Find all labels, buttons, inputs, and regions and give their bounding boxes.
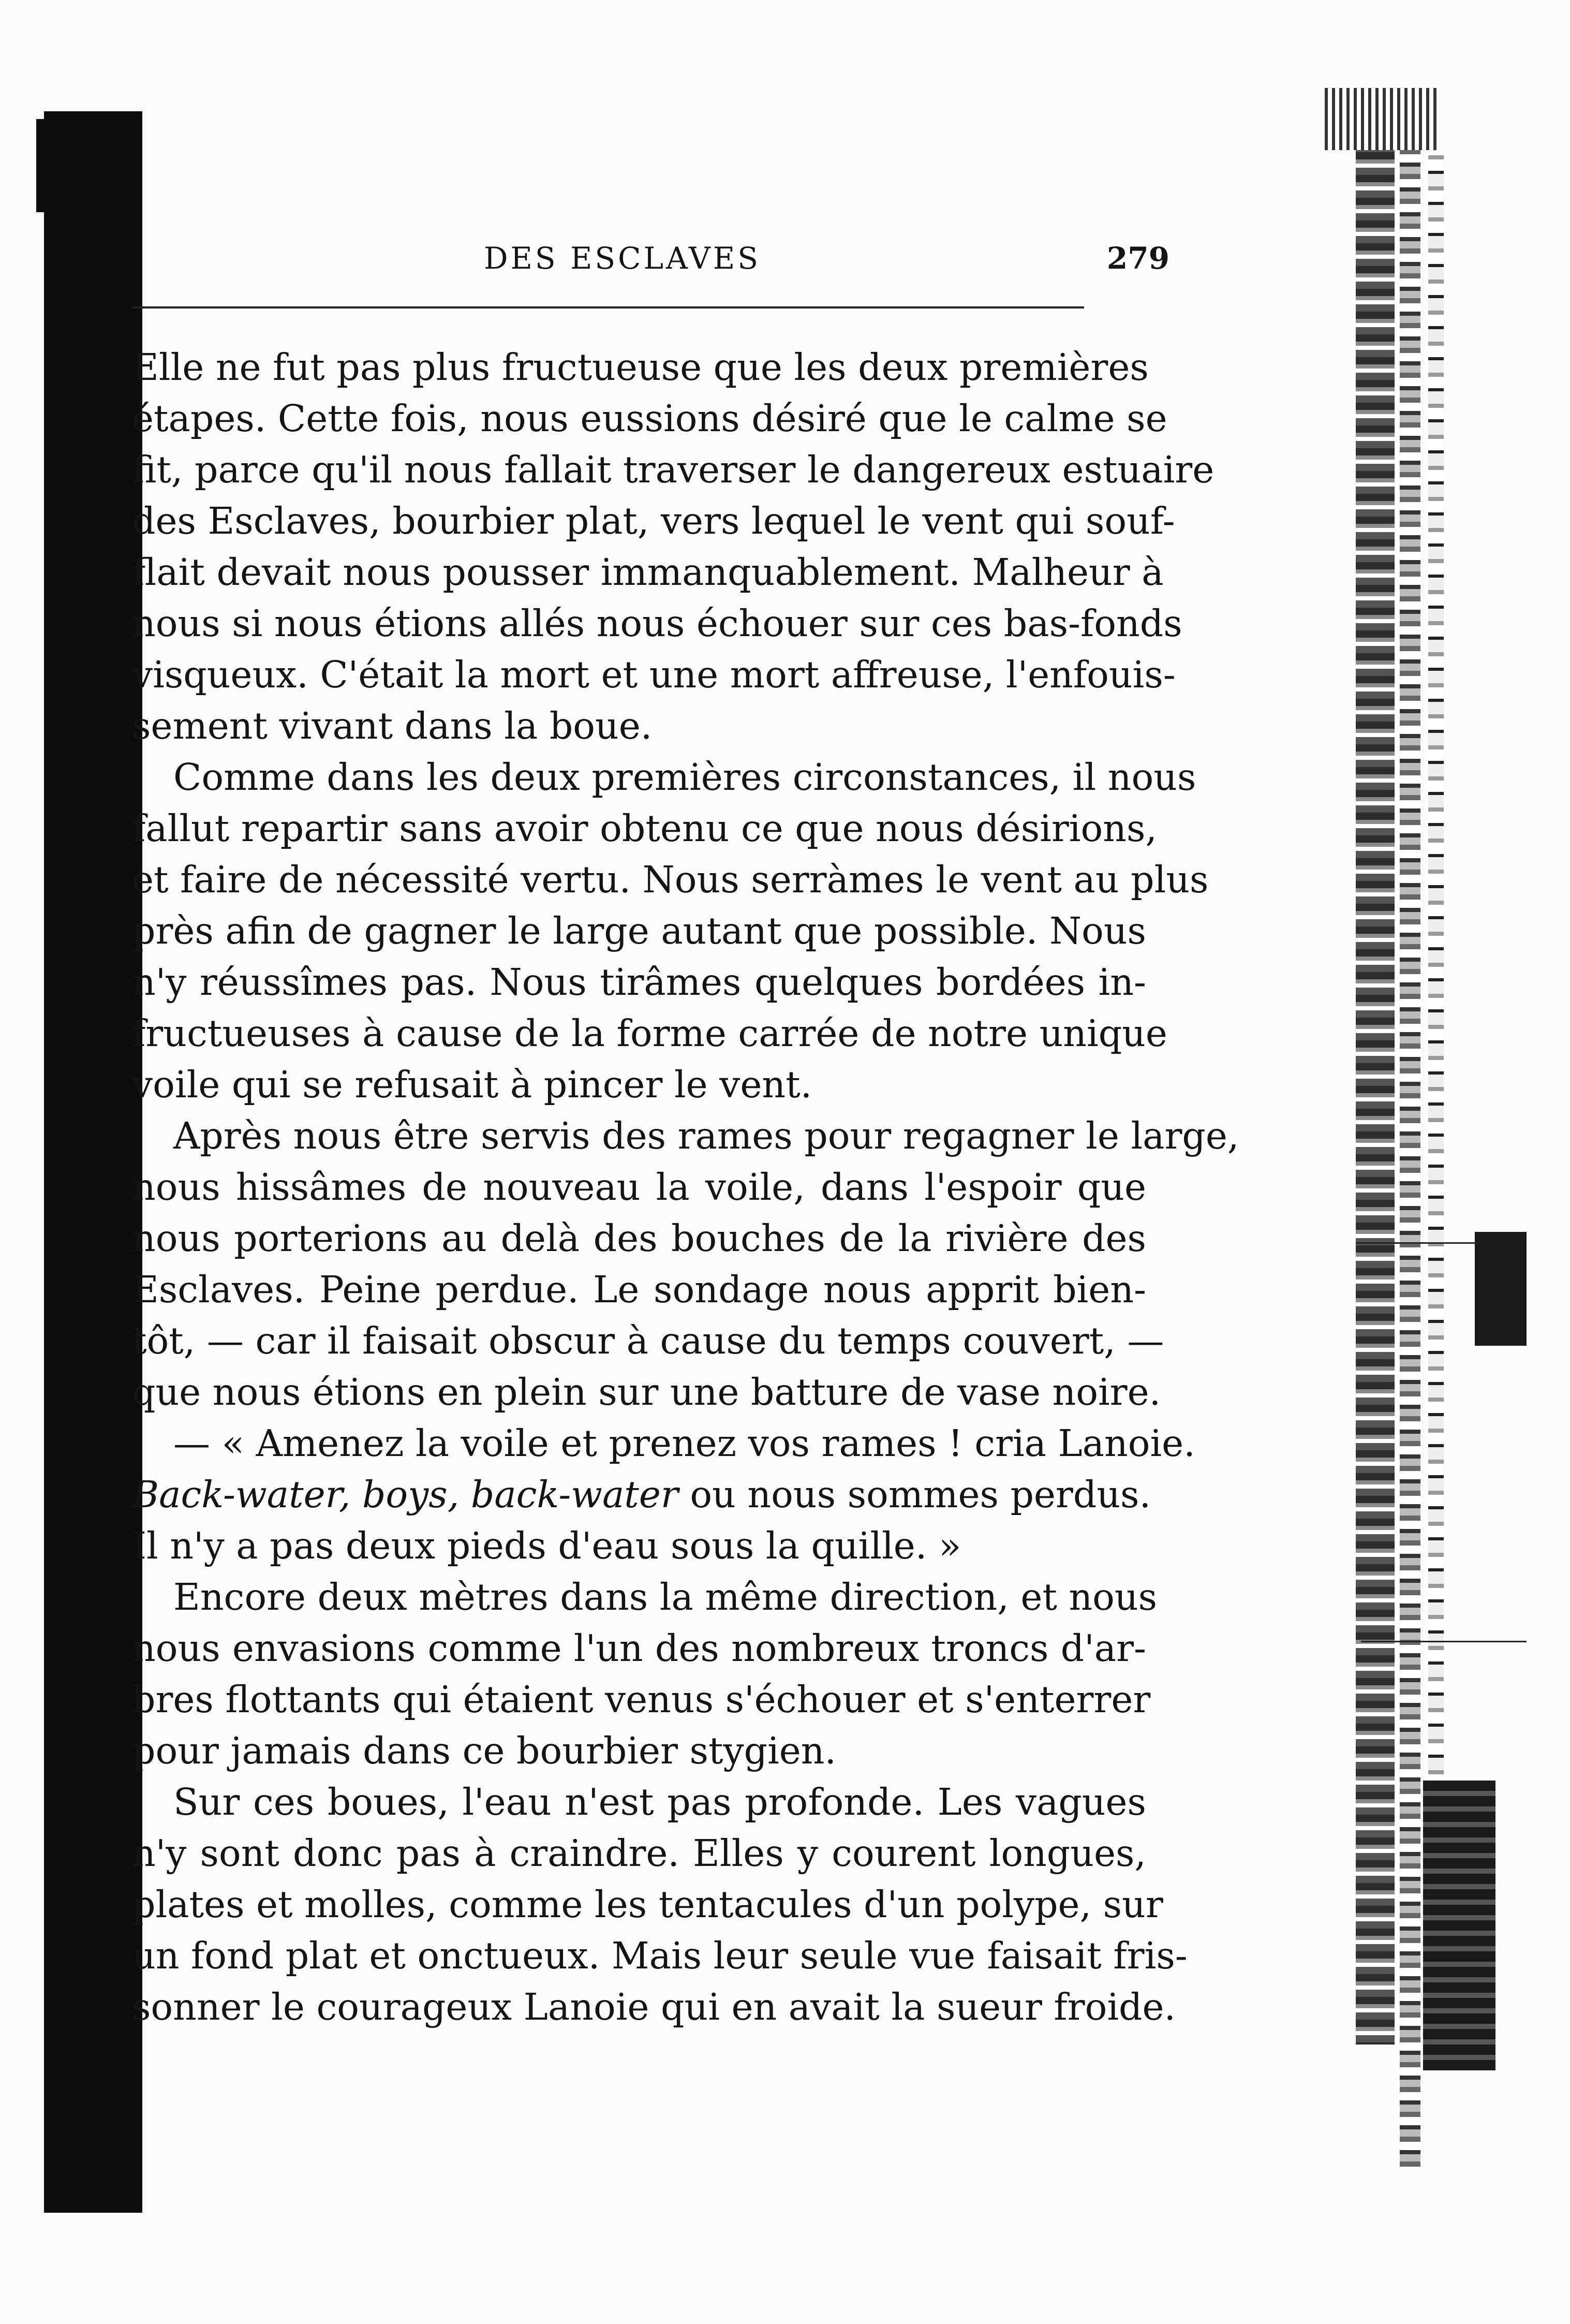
scan-mark: [1361, 1641, 1527, 1642]
page-edge-noise: [1400, 124, 1420, 2169]
text-line: n'y sont donc pas à craindre. Elles y courent longues,: [132, 1832, 1146, 1875]
text-line: voile qui se refusait à pincer le vent.: [132, 1063, 812, 1106]
text-line: Esclaves. Peine perdue. Le sondage nous apprit bien-: [132, 1268, 1146, 1311]
text-line: fallut repartir sans avoir obtenu ce que nous désirions,: [132, 807, 1157, 850]
text-line: Après nous être servis des rames pour regagner le large,: [173, 1114, 1239, 1157]
text-line: étapes. Cette fois, nous eussions désiré que le calme se: [132, 397, 1167, 440]
page-number: 279: [1106, 241, 1169, 276]
text-line: — « Amenez la voile et prenez vos rames ! cria Lanoie.: [173, 1422, 1195, 1465]
text-line: nous envasions comme l'un des nombreux troncs d'ar-: [132, 1627, 1146, 1670]
text-line: visqueux. C'était la mort et une mort affreuse, l'enfouis-: [132, 653, 1176, 696]
paragraph: [132, 342, 1214, 752]
text-line: Encore deux mètres dans la même direction, et nous: [173, 1576, 1158, 1619]
paragraph: [132, 1110, 1239, 1418]
page-edge-noise: [1428, 155, 1444, 1863]
text-line: près afin de gagner le large autant que possible. Nous: [132, 909, 1146, 952]
text-line-mixed: [132, 1469, 1151, 1520]
text-line: flait devait nous pousser immanquablement. Malheur à: [132, 551, 1164, 594]
page-edge-noise: [1356, 129, 1395, 2044]
paragraph-dialogue: [132, 1418, 1195, 1571]
scan-mark: [1356, 1242, 1480, 1244]
text-line: Elle ne fut pas plus fructueuse que les deux premières: [132, 346, 1149, 389]
text-line: Il n'y a pas deux pieds d'eau sous la quille. »: [132, 1524, 961, 1567]
text-line: et faire de nécessité vertu. Nous serràmes le vent au plus: [132, 858, 1209, 901]
text-line: Comme dans les deux premières circonstances, il nous: [173, 756, 1196, 799]
italic-phrase: Back-water,: [132, 1473, 351, 1516]
paragraph: [132, 1776, 1188, 2033]
text-line: bres flottants qui étaient venus s'échouer et s'enterrer: [132, 1678, 1151, 1721]
text-line: sement vivant dans la boue.: [132, 704, 653, 747]
paragraph: [132, 752, 1209, 1110]
running-header: [129, 241, 1169, 282]
text-line: fructueuses à cause de la forme carrée de notre unique: [132, 1012, 1167, 1055]
page-body: [132, 342, 1239, 2033]
text-line: fit, parce qu'il nous fallait traverser le dangereux estuaire: [132, 448, 1214, 491]
binding-shadow-notch: [36, 119, 52, 212]
binding-shadow: [44, 111, 142, 2213]
text-line: nous hissâmes de nouveau la voile, dans l'espoir que: [132, 1166, 1146, 1209]
header-rule: [132, 306, 1084, 308]
text-line: tôt, — car il faisait obscur à cause du temps couvert, —: [132, 1319, 1164, 1362]
text-line: un fond plat et onctueux. Mais leur seule vue faisait fris-: [132, 1934, 1188, 1977]
text-line: sonner le courageux Lanoie qui en avait la sueur froide.: [132, 1985, 1176, 2028]
text-line: nous si nous étions allés nous échouer sur ces bas-fonds: [132, 602, 1182, 645]
scan-blot: [1423, 1781, 1495, 2070]
running-title: DES ESCLAVES: [484, 241, 761, 276]
text-segment: ou nous sommes perdus.: [690, 1473, 1151, 1516]
scan-blot: [1475, 1232, 1527, 1346]
text-line: Sur ces boues, l'eau n'est pas profonde. Les vagues: [173, 1781, 1146, 1823]
text-line: que nous étions en plein sur une batture de vase noire.: [132, 1371, 1161, 1414]
text-line: des Esclaves, bourbier plat, vers lequel le vent qui souf-: [132, 499, 1175, 542]
text-line: n'y réussîmes pas. Nous tirâmes quelques bordées in-: [132, 961, 1146, 1004]
italic-phrase: boys,: [362, 1473, 460, 1516]
italic-phrase: back-water: [470, 1473, 678, 1516]
paragraph: [132, 1571, 1158, 1776]
text-line: pour jamais dans ce bourbier stygien.: [132, 1729, 837, 1772]
text-line: plates et molles, comme les tentacules d'un polype, sur: [132, 1883, 1163, 1926]
text-line: nous porterions au delà des bouches de la rivière des: [132, 1217, 1146, 1260]
page-corner-noise: [1325, 88, 1439, 150]
